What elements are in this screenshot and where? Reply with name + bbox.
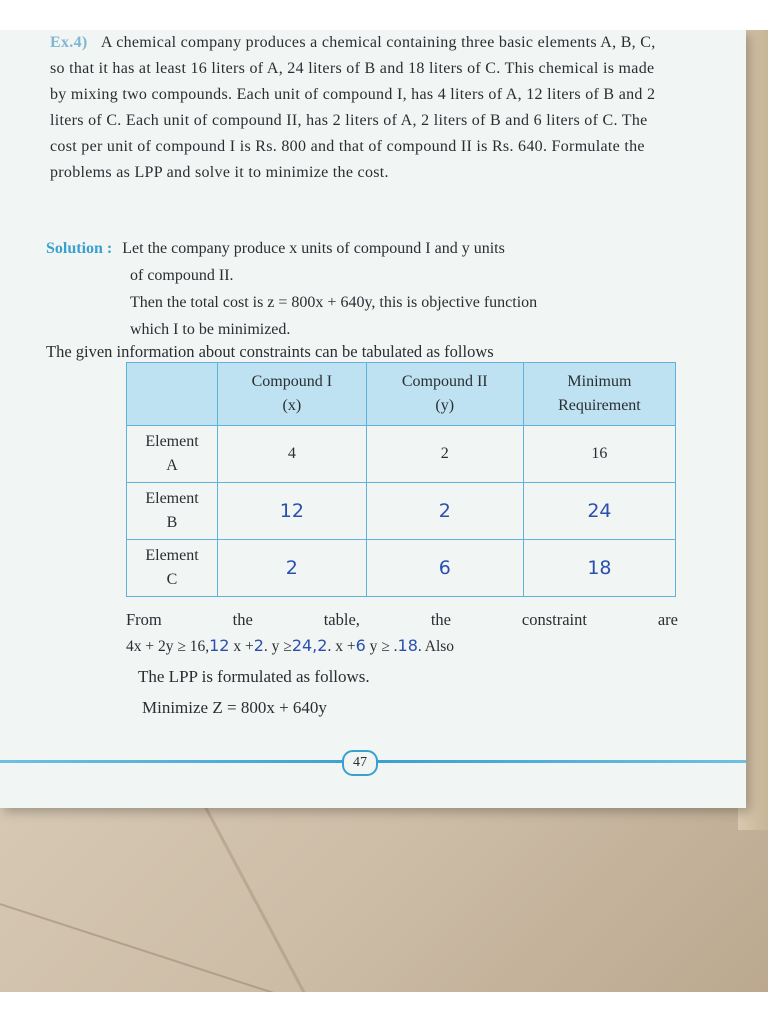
row-header-cell [127, 483, 218, 540]
solution-line: which I to be minimized. [130, 321, 291, 338]
handwritten-cell: 12 [218, 483, 367, 540]
handwritten-value: 2 [253, 636, 264, 655]
table-cell: 2 [366, 426, 523, 483]
word: the [232, 610, 253, 629]
textbook-page [0, 30, 746, 808]
handwritten-value: 12 [209, 636, 230, 655]
lpp-statement: The LPP is formulated as follows. [138, 667, 370, 686]
table-intro: The given information about constraints can be tabulated as follows [46, 342, 494, 361]
table-cell: 4 [218, 426, 367, 483]
row-header-line: C [166, 571, 178, 588]
row-header-line: B [166, 514, 178, 531]
row-header-cell [127, 426, 218, 483]
example-label: Ex.4) [50, 34, 88, 51]
header-line: Requirement [558, 397, 641, 414]
header-line: Compound II [401, 373, 488, 390]
constraints-table [126, 362, 676, 597]
handwritten-cell: 6 [366, 540, 523, 597]
word: are [657, 610, 678, 629]
handwritten-cell: 24 [523, 483, 675, 540]
equation-text: x + [233, 638, 254, 655]
solution-line: Then the total cost is z = 800x + 640y, this is objective function [130, 294, 538, 311]
header-line: (y) [435, 397, 455, 414]
photo-background [0, 30, 768, 992]
word: the [430, 610, 451, 629]
equation-text: . y ≥ [263, 638, 292, 655]
objective-statement: Minimize Z = 800x + 640y [142, 698, 327, 717]
table-header-cell [218, 363, 367, 426]
equation-text: 4x + 2y ≥ 16, [126, 638, 210, 655]
header-line: (x) [282, 397, 302, 414]
row-header-line: Element [145, 490, 199, 507]
solution-line: of compound II. [130, 267, 234, 284]
constraint-equations [126, 636, 454, 656]
table-header-cell [523, 363, 675, 426]
equation-text: y ≥ . [369, 638, 398, 655]
problem-statement [50, 30, 660, 186]
table-header-row [127, 363, 676, 426]
table-header-cell [127, 363, 218, 426]
solution-line: Let the company produce x units of compound I and y units [122, 240, 505, 257]
table-row [127, 483, 676, 540]
handwritten-value: 18 [397, 636, 418, 655]
background-crease [0, 890, 455, 992]
handwritten-value: 24,2 [291, 636, 328, 655]
table-header-cell [366, 363, 523, 426]
handwritten-cell: 2 [366, 483, 523, 540]
from-table-line [126, 610, 678, 630]
word: constraint [521, 610, 587, 629]
solution-label: Solution : [46, 240, 113, 257]
table-row [127, 540, 676, 597]
handwritten-cell: 18 [523, 540, 675, 597]
header-line: Minimum [567, 373, 632, 390]
word: table, [323, 610, 360, 629]
header-line: Compound I [251, 373, 333, 390]
word: From [126, 610, 162, 629]
problem-text: A chemical company produces a chemical containing three basic elements A, B, C, so that it has at least 16 liters of A, 24 liters of B and 18 liters of C. This chemical is made by mixing two compounds. Each unit of compound I, has 4 liters of A, 12 liters of B and 2 liters of C. Each unit of compound II, has 2 liters of A, 2 liters of B and 6 liters of C. The cost per unit of compound I is Rs. 800 and that of compound II is Rs. 640. Formulate the problems as LPP and solve it to minimize the cost. [50, 34, 656, 181]
table-row [127, 426, 676, 483]
row-header-line: A [166, 457, 178, 474]
background-crease [200, 799, 325, 992]
equation-text: . Also [417, 638, 455, 655]
page-number: 47 [342, 750, 378, 776]
handwritten-cell: 2 [218, 540, 367, 597]
solution-block [46, 235, 666, 343]
row-header-line: Element [145, 433, 199, 450]
row-header-cell [127, 540, 218, 597]
table-cell: 16 [523, 426, 675, 483]
handwritten-value: 6 [355, 636, 366, 655]
equation-text: . x + [327, 638, 356, 655]
row-header-line: Element [145, 547, 199, 564]
